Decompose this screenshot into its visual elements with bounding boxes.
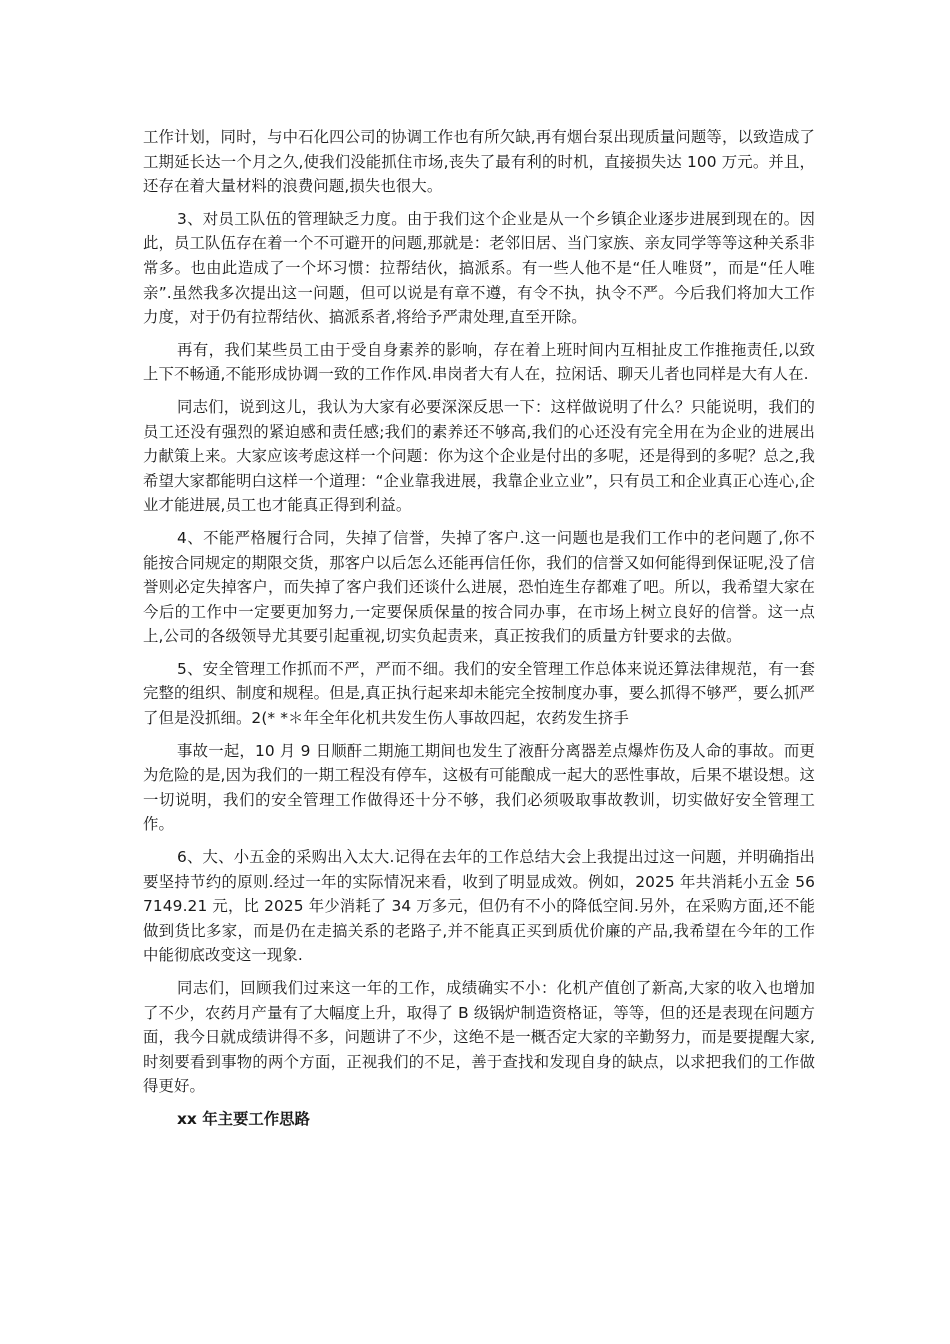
paragraph-3: 再有，我们某些员工由于受自身素养的影响，存在着上班时间内互相扯皮工作推拖责任,以致上下不畅通,不能形成协调一致的工作作风.串岗者大有人在，拉闲话、聊天儿者也同样是大有人在. <box>143 340 815 384</box>
paragraph-8: 6、大、小五金的采购出入太大.记得在去年的工作总结大会上我提出过这一问题，并明确指出要坚持节约的原则.经过一年的实际情况来看，收到了明显成效。例如，2025 年共消耗小五金 567149.21 元，比 2025 年少消耗了 34 万多元，但仍有不小的降低空间.另外，在采购方面,还不能做到货比多家，而是仍在走搞关系的老路子,并不能真正买到质优价廉的产品,我希望在今年的工作中能彻底改变这一现象. <box>143 848 815 965</box>
section-heading: xx 年主要工作思路 <box>177 1109 310 1128</box>
paragraph-7: 事故一起，10 月 9 日顺酐二期施工期间也发生了液酐分离器差点爆炸伤及人命的事故。而更为危险的是,因为我们的一期工程没有停车，这极有可能酿成一起大的恶性事故，后果不堪设想。这一切说明，我们的安全管理工作做得还十分不够，我们必须吸取事故教训，切实做好安全管理工作。 <box>143 741 815 834</box>
paragraph-9: 同志们，回顾我们过来这一年的工作，成绩确实不小：化机产值创了新高,大家的收入也增加了不少，农药月产量有了大幅度上升，取得了 B 级锅炉制造资格证，等等，但的还是表现在问题方面，我今日就成绩讲得不多，问题讲了不少，这绝不是一概否定大家的辛勤努力，而是要提醒大家,时刻要看到事物的两个方面，正视我们的不足，善于查找和发现自身的缺点，以求把我们的工作做得更好。 <box>143 979 815 1096</box>
paragraph-4: 同志们，说到这儿，我认为大家有必要深深反思一下：这样做说明了什么？只能说明，我们的员工还没有强烈的紧迫感和责任感;我们的素养还不够高,我们的心还没有完全用在为企业的进展出力献策上来。大家应该考虑这样一个问题：你为这个企业是付出的多呢，还是得到的多呢？总之,我希望大家都能明白这样一个道理：“企业靠我进展，我靠企业立业”，只有员工和企业真正心连心,企业才能进展,员工也才能真正得到利益。 <box>143 397 815 515</box>
paragraph-5: 4、不能严格履行合同，失掉了信誉，失掉了客户.这一问题也是我们工作中的老问题了,你不能按合同规定的期限交货，那客户以后怎么还能再信任你，我们的信誉又如何能得到保证呢,没了信誉则必定失掉客户，而失掉了客户我们还谈什么进展，恐怕连生存都难了吧。所以，我希望大家在今后的工作中一定要更加努力,一定要保质保量的按合同办事，在市场上树立良好的信誉。这一点上,公司的各级领导尤其要引起重视,切实负起责来，真正按我们的质量方针要求的去做。 <box>143 528 815 646</box>
document-body <box>143 125 815 1132</box>
paragraph-2: 3、对员工队伍的管理缺乏力度。由于我们这个企业是从一个乡镇企业逐步进展到现在的。因此，员工队伍存在着一个不可避开的问题,那就是：老邻旧居、当门家族、亲友同学等等这种关系非常多。也由此造成了一个坏习惯：拉帮结伙，搞派系。有一些人他不是“任人唯贤”，而是“任人唯亲”.虽然我多次提出这一问题，但可以说是有章不遵，有令不执，执令不严。今后我们将加大工作力度，对于仍有拉帮结伙、搞派系者,将给予严肃处理,直至开除。 <box>143 209 815 327</box>
paragraph-1: 工作计划，同时，与中石化四公司的协调工作也有所欠缺,再有烟台泵出现质量问题等，以致造成了工期延长达一个月之久,使我们没能抓住市场,丧失了最有利的时机，直接损失达 100 万元。并且，还存在着大量材料的浪费问题,损失也很大。 <box>143 128 815 196</box>
paragraph-6: 5、安全管理工作抓而不严，严而不细。我们的安全管理工作总体来说还算法律规范，有一套完整的组织、制度和规程。但是,真正执行起来却未能完全按制度办事，要么抓得不够严，要么抓严了但是没抓细。2(* *＊年全年化机共发生伤人事故四起，农药发生挤手 <box>143 659 815 728</box>
